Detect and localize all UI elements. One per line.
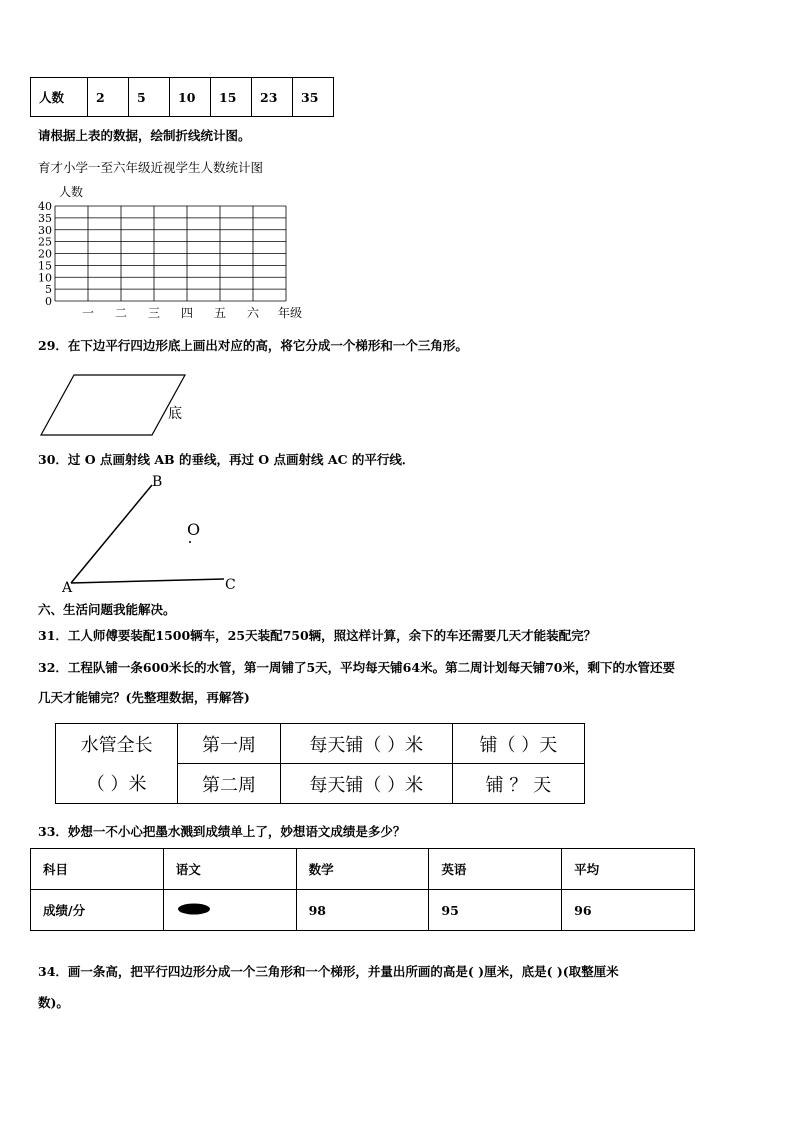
row-label-score: 成绩/分 <box>31 890 164 931</box>
label-a: A <box>62 580 73 596</box>
table-cell: 15 <box>211 78 252 117</box>
q28-instruction: 请根据上表的数据，绘制折线统计图。 <box>38 128 251 143</box>
point-o <box>189 541 191 543</box>
week1-per-day: 每天铺（ ）米 <box>280 724 452 764</box>
chart-title: 育才小学一至六年级近视学生人数统计图 <box>38 160 264 175</box>
ray-figure <box>56 472 256 597</box>
y-tick-label: 20 <box>38 247 52 261</box>
x-axis-label: 年级 <box>278 306 303 320</box>
x-tick-label: 二 <box>114 306 128 320</box>
y-tick-label: 25 <box>38 235 52 249</box>
chart-gridlines <box>55 206 286 301</box>
y-tick-label: 30 <box>38 223 52 237</box>
y-axis-label: 人数 <box>59 185 84 199</box>
table-cell: 35 <box>293 78 334 117</box>
q34-line2: 数)。 <box>38 995 69 1010</box>
ray-ab <box>71 485 152 583</box>
q33-text: 33．妙想一不小心把墨水溅到成绩单上了，妙想语文成绩是多少？ <box>38 824 406 839</box>
header-english: 英语 <box>429 849 562 890</box>
table-cell: 人数 <box>31 78 88 117</box>
header-chinese: 语文 <box>163 849 296 890</box>
ray-ac <box>71 579 224 583</box>
header-math: 数学 <box>296 849 429 890</box>
average-score: 96 <box>562 890 695 931</box>
label-b: B <box>152 474 163 490</box>
label-c: C <box>225 577 236 593</box>
table-row <box>56 724 585 764</box>
base-label: 底 <box>168 406 182 422</box>
total-length-unit: （ ）米 <box>56 764 178 804</box>
week2-days: 铺 ？ 天 <box>452 764 584 804</box>
table-row <box>31 849 695 890</box>
week1-label: 第一周 <box>178 724 280 764</box>
grade-count-table <box>30 77 334 117</box>
y-tick-label: 40 <box>38 200 52 213</box>
q31-text: 31．工人师傅要装配1500辆车，25天装配750辆，照这样计算，余下的车还需要几天才能装配完？ <box>38 628 597 643</box>
week1-days: 铺（ ）天 <box>452 724 584 764</box>
y-tick-label: 10 <box>38 271 52 285</box>
table-cell: 10 <box>170 78 211 117</box>
total-length-label: 水管全长 <box>56 724 178 764</box>
header-average: 平均 <box>562 849 695 890</box>
chinese-score-ink-blot <box>163 890 296 931</box>
table-cell: 2 <box>88 78 129 117</box>
y-tick-label: 15 <box>38 259 52 273</box>
y-tick-label: 35 <box>38 211 52 225</box>
section-6-heading: 六、生活问题我能解决。 <box>38 602 176 617</box>
q29-text: 29．在下边平行四边形底上画出对应的高，将它分成一个梯形和一个三角形。 <box>38 338 468 353</box>
math-score: 98 <box>296 890 429 931</box>
parallelogram-shape <box>41 375 185 435</box>
week2-label: 第二周 <box>178 764 280 804</box>
q32-line2: 几天才能铺完？(先整理数据，再解答) <box>38 690 250 705</box>
x-tick-label: 四 <box>180 306 194 320</box>
week2-per-day: 每天铺（ ）米 <box>280 764 452 804</box>
q34-line1: 34．画一条高，把平行四边形分成一个三角形和一个梯形，并量出所画的高是( )厘米，底是( )(取整厘米 <box>38 964 619 979</box>
q30-text: 30．过 O 点画射线 AB 的垂线，再过 O 点画射线 AC 的平行线． <box>38 452 415 467</box>
x-tick-label: 三 <box>147 306 161 320</box>
header-subject: 科目 <box>31 849 164 890</box>
q32-line1: 32．工程队铺一条600米长的水管，第一周铺了5天，平均每天铺64米。第二周计划每天铺70米，剩下的水管还要 <box>38 660 675 675</box>
table-cell: 23 <box>252 78 293 117</box>
parallelogram-figure <box>36 370 196 442</box>
table-cell: 5 <box>129 78 170 117</box>
pipe-data-table <box>55 723 585 804</box>
label-o: O <box>187 520 201 539</box>
table-row <box>31 78 334 117</box>
table-row <box>56 764 585 804</box>
line-chart-grid <box>30 180 320 325</box>
x-tick-label: 六 <box>246 306 260 320</box>
english-score: 95 <box>429 890 562 931</box>
score-table <box>30 848 695 931</box>
y-tick-labels <box>38 200 52 308</box>
table-row <box>31 890 695 931</box>
x-tick-labels <box>82 306 260 320</box>
y-tick-label: 0 <box>45 295 52 308</box>
ink-blot-icon <box>176 902 212 916</box>
x-tick-label: 五 <box>213 306 227 320</box>
x-tick-label: 一 <box>81 306 95 320</box>
y-tick-label: 5 <box>45 283 52 297</box>
